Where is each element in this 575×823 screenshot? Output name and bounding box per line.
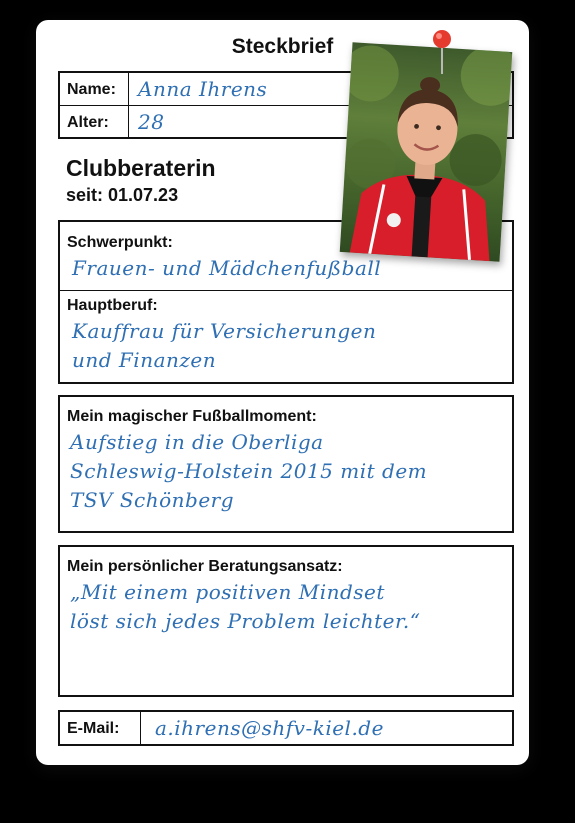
age-value: 28 xyxy=(138,110,165,134)
email-value[interactable]: a.ihrens@shfv-kiel.de xyxy=(155,716,384,740)
email-box xyxy=(58,710,514,746)
moment-label: Mein magischer Fußballmoment: xyxy=(67,408,317,425)
profile-photo xyxy=(340,42,513,261)
approach-box xyxy=(58,545,514,697)
pin-icon xyxy=(431,28,453,76)
role-title: Clubberaterin xyxy=(66,155,216,181)
divider xyxy=(140,712,141,744)
focus-label: Schwerpunkt: xyxy=(67,234,173,251)
role-since: seit: 01.07.23 xyxy=(66,185,179,205)
age-label: Alter: xyxy=(67,114,109,131)
divider xyxy=(60,290,512,291)
card-title: Steckbrief xyxy=(231,35,334,58)
name-value: Anna Ihrens xyxy=(138,77,268,101)
moment-box xyxy=(58,395,514,533)
email-label: E-Mail: xyxy=(67,720,120,737)
approach-line2: löst sich jedes Problem leichter.“ xyxy=(70,609,421,633)
job-value-line2: und Finanzen xyxy=(72,348,217,372)
moment-line2: Schleswig-Holstein 2015 mit dem xyxy=(70,459,428,483)
name-label: Name: xyxy=(67,81,116,98)
moment-line1: Aufstieg in die Oberliga xyxy=(70,430,324,454)
approach-label: Mein persönlicher Beratungsansatz: xyxy=(67,558,343,575)
moment-line3: TSV Schönberg xyxy=(70,488,235,512)
job-label: Hauptberuf: xyxy=(67,297,158,314)
focus-value: Frauen- und Mädchenfußball xyxy=(72,256,382,280)
profile-photo-image xyxy=(340,42,513,261)
approach-line1: „Mit einem positiven Mindset xyxy=(70,580,385,604)
portrait-illustration xyxy=(340,42,513,261)
job-value-line1: Kauffrau für Versicherungen xyxy=(72,319,377,343)
